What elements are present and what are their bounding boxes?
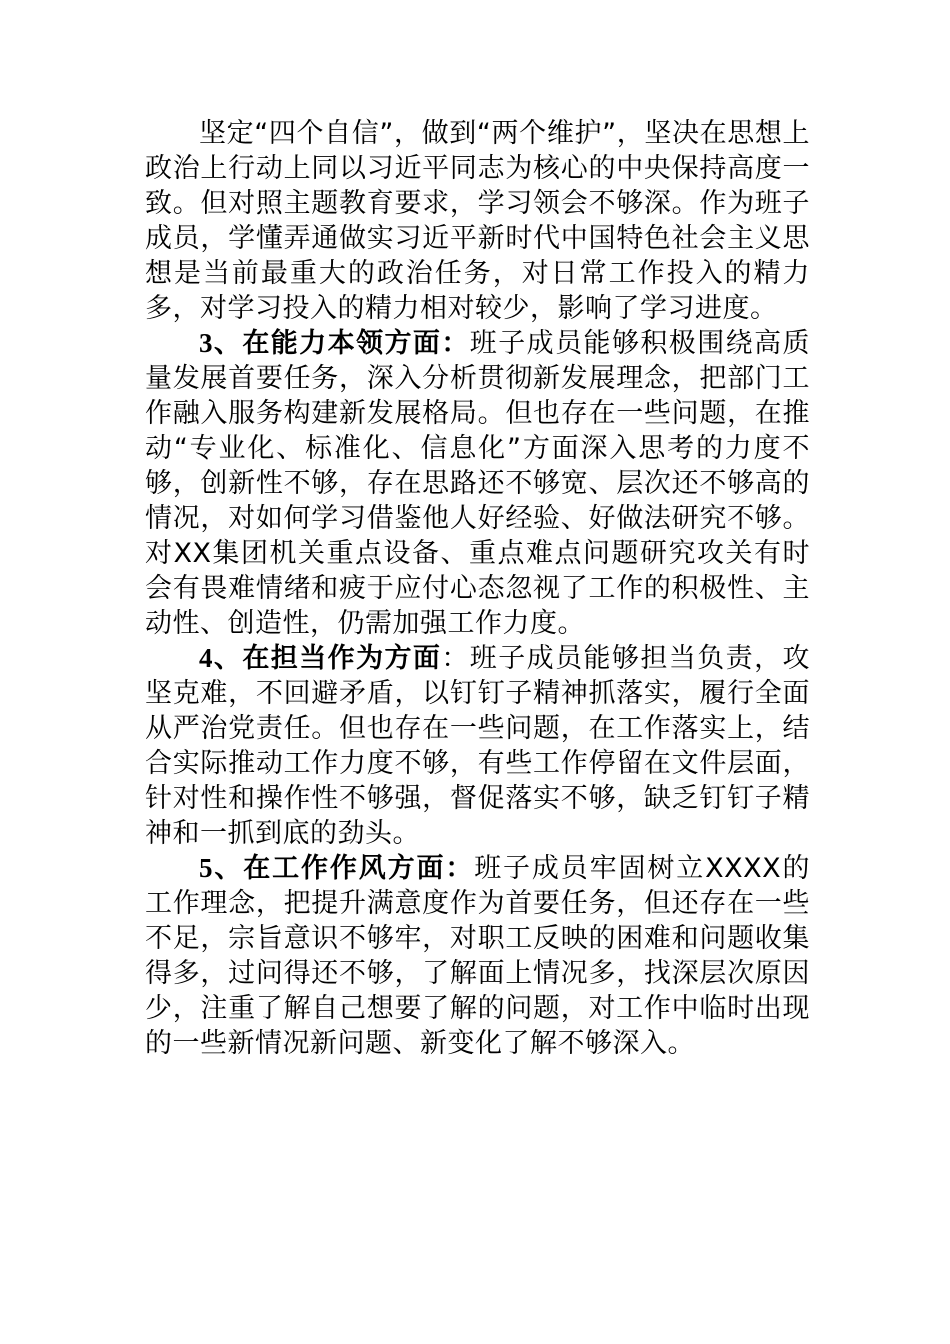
paragraph-responsibility	[145, 641, 810, 851]
paragraph-body: 坚定“四个自信”，做到“两个维护”，坚决在思想上政治上行动上同以习近平同志为核心的中央保持高度一致。但对照主题教育要求，学习领会不够深。作为班子成员，学懂弄通做实习近平新时代中国特色社会主义思想是当前最重大的政治任务，对日常工作投入的精力多，对学习投入的精力相对较少，影响了学习进度。	[145, 118, 810, 324]
paragraph-work-style	[145, 851, 810, 1061]
section-number: 3	[199, 328, 213, 358]
document-body	[145, 116, 810, 1061]
paragraph-body: 班子成员牢固树立XXXX的工作理念，把提升满意度作为首要任务，但还存在一些不足，宗旨意识不够牢，对职工反映的困难和问题收集得多，过问得还不够，了解面上情况多，找深层次原因少，注重了解自己想要了解的问题，对工作中临时出现的一些新情况新问题、新变化了解不够深入。	[145, 853, 810, 1059]
section-number: 5	[199, 853, 213, 883]
section-heading-text: 、在担当作为方面	[213, 643, 442, 674]
section-heading-capability	[199, 328, 470, 359]
paragraph-body: ：班子成员能够担当负责，攻坚克难，不回避矛盾，以钉钉子精神抓落实，履行全面从严治党责任。但也存在一些问题，在工作落实上，结合实际推动工作力度不够，有些工作停留在文件层面，针对性和操作性不够强，督促落实不够，缺乏钉钉子精神和一抓到底的劲头。	[145, 643, 811, 849]
paragraph-capability	[145, 326, 810, 641]
paragraph-body: 班子成员能够积极围绕高质量发展首要任务，深入分析贯彻新发展理念，把部门工作融入服务构建新发展格局。但也存在一些问题，在推动“专业化、标准化、信息化”方面深入思考的力度不够，创新性不够，存在思路还不够宽、层次还不够高的情况，对如何学习借鉴他人好经验、好做法研究不够。对XX集团机关重点设备、重点难点问题研究攻关有时会有畏难情绪和疲于应付心态忽视了工作的积极性、主动性、创造性，仍需加强工作力度。	[145, 328, 811, 639]
section-number: 4	[199, 643, 213, 673]
section-heading-work-style	[199, 853, 474, 884]
section-heading-responsibility	[199, 643, 441, 674]
section-heading-text: 、在工作作风方面：	[213, 853, 475, 884]
paragraph-ideology	[145, 116, 810, 326]
section-heading-text: 、在能力本领方面：	[213, 328, 470, 359]
